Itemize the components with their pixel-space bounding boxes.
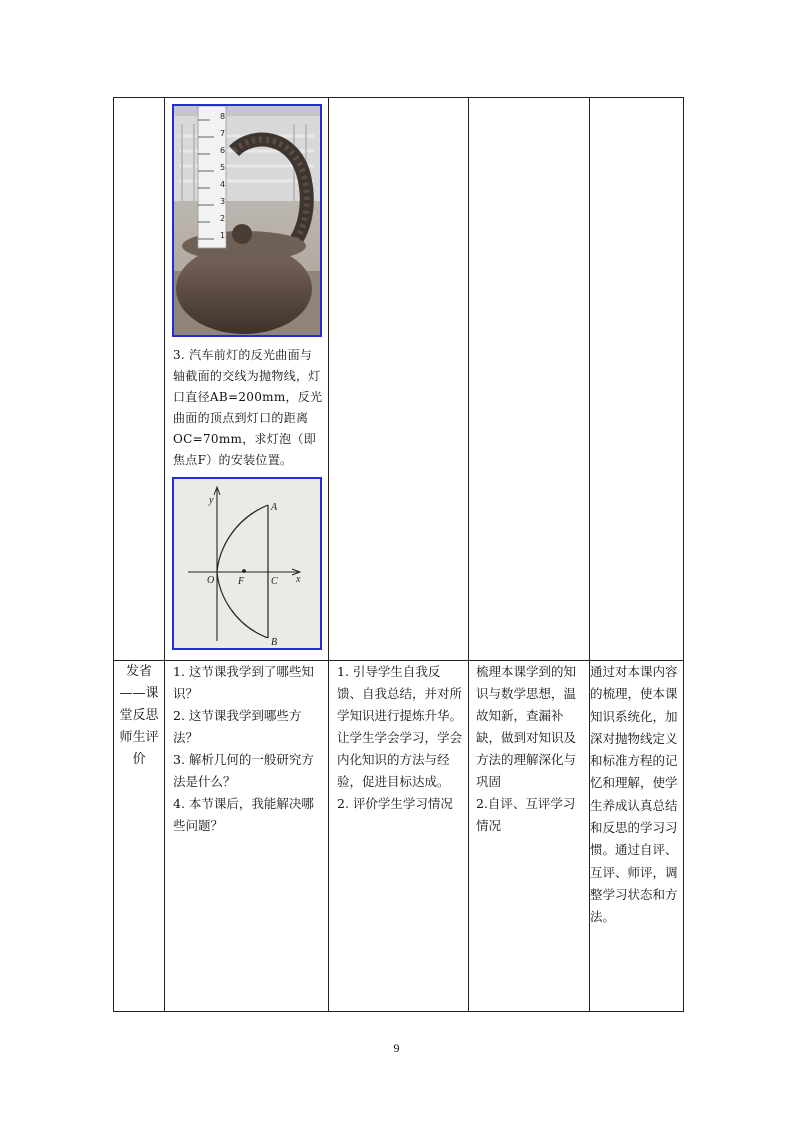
ruler-number: 2 — [220, 214, 226, 223]
table-cell-teacher-activity — [329, 661, 469, 1012]
table-cell-design-purpose — [590, 661, 684, 1012]
table-row — [114, 661, 684, 1012]
teapot-photo-illustration — [174, 106, 320, 335]
table-cell-stage — [114, 661, 165, 1012]
ruler-number: 5 — [220, 163, 226, 172]
parabola-diagram — [172, 477, 322, 650]
axis-label-x: x — [296, 574, 301, 585]
teapot-ruler-photo — [172, 104, 322, 337]
student-activity-text: 梳理本课学到的知识与数学思想，温故知新，查漏补缺，做到对知识及方法的理解深化与巩固 2.自评、互评学习情况 — [476, 664, 577, 833]
problem-3-text: 3. 汽车前灯的反光曲面与轴截面的交线为抛物线，灯口直径AB=200mm，反光曲面的顶点到灯口的距离OC=70mm，求灯泡（即焦点F）的安装位置。 — [173, 348, 323, 467]
table-cell-empty — [469, 98, 590, 661]
table-cell-empty — [329, 98, 469, 661]
ruler-number: 4 — [220, 180, 226, 189]
ruler-number: 1 — [220, 231, 226, 240]
table-cell-student-activity — [469, 661, 590, 1012]
lesson-table — [113, 97, 684, 1012]
parabola-figure — [174, 479, 320, 648]
table-cell-empty — [590, 98, 684, 661]
point-label-B: B — [271, 637, 278, 648]
design-purpose-text: 通过对本课内容的梳理，使本课知识系统化，加深对抛物线定义和标准方程的记忆和理解，使学生养成认真总结和反思的学习习惯。通过自评、互评、师评，调整学习状态和方法。 — [590, 664, 678, 925]
teacher-activity-text: 1. 引导学生自我反馈、自我总结，并对所学知识进行提炼升华。让学生学会学习，学会内化知识的方法与经验，促进目标达成。 2. 评价学生学习情况 — [337, 664, 463, 811]
student-questions-text: 1. 这节课我学到了哪些知识？ 2. 这节课我学到哪些方法？ 3. 解析几何的一般研究方法是什么？ 4. 本节课后，我能解决哪些问题？ — [173, 664, 314, 833]
point-label-A: A — [271, 502, 278, 513]
table-cell-questions — [165, 661, 329, 1012]
ruler-number: 8 — [220, 112, 226, 121]
ruler-number: 7 — [220, 129, 226, 138]
stage-label: 发省——课堂反思师生评价 — [119, 664, 159, 767]
page-number: 9 — [393, 1041, 400, 1055]
ruler-number: 3 — [220, 197, 226, 206]
ruler-number: 6 — [220, 146, 226, 155]
table-cell-problem — [165, 98, 329, 661]
table-cell-empty — [114, 98, 165, 661]
point-label-F: F — [238, 576, 245, 587]
point-label-O: O — [207, 575, 215, 586]
point-label-C: C — [271, 576, 278, 587]
table-row — [114, 98, 684, 661]
axis-label-y: y — [209, 495, 214, 506]
